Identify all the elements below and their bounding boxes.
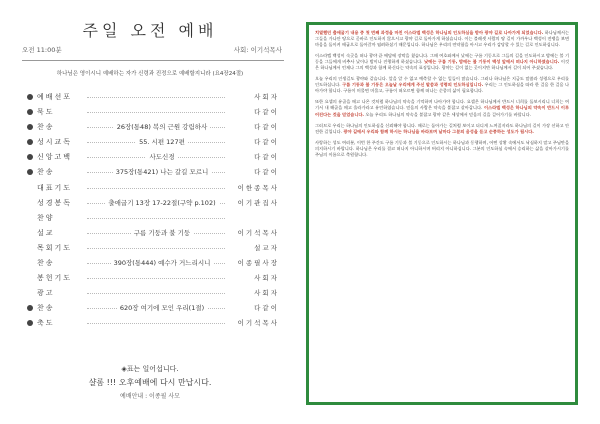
order-person: 사회자 [254,289,279,298]
order-detail-text: 375장(통421) 나는 갈길 모르니 [113,168,212,176]
dotted-leader [87,278,225,279]
scripture-notice: 하나님은 영이시니 예배하는 자가 신령과 진정으로 예배할지니라 (요4장24절) [56,71,244,77]
standing-bullet-icon [27,109,33,115]
sermon-paragraph [315,76,569,94]
order-person: 이한종목사 [237,183,279,192]
order-label: 대표기도 [37,183,73,192]
standing-bullet-icon [27,320,33,326]
order-person: 다같이 [254,123,279,132]
order-label: 성시교독 [37,138,73,147]
divider [22,60,284,61]
order-person: 다같이 [254,108,279,117]
sermon-text: 사랑하는 성도 여러분, 이번 한 주간도 구름 기둥과 불 기둥으로 인도하시는 하나님과 동행하며, 어떤 상황 속에서도 낙심하지 말고 주님만을 의지하시기 바랍니다. 하나님은 우리를 결코 떠나지 아니하시며 버리지 아니하십니다. 그분의 인도하심 속에서 승리하는 삶을 살아가시기를 주님의 이름으로 축원합니다. [315,139,569,157]
order-label: 설교 [37,228,55,237]
service-leader: 사회: 이기석목사 [233,46,282,54]
order-row [27,288,279,303]
sermon-paragraph [315,30,569,48]
footer-guide: 예배안내 : 이종필 사모 [120,393,180,400]
order-row [27,243,279,258]
order-row [27,122,279,137]
order-detail-text: 출애굽기 13장 17-22절(구약 p.102) [105,199,218,207]
order-row [27,198,279,213]
order-detail [97,137,227,146]
dotted-leader [87,323,225,324]
order-detail [97,303,227,312]
order-detail [97,152,227,161]
order-person: 사회자 [254,274,279,283]
order-label: 축도 [37,319,55,328]
sermon-summary-panel [306,22,578,405]
dotted-leader [87,293,225,294]
order-person: 다같이 [254,168,279,177]
order-label: 봉헌기도 [37,274,73,283]
order-label: 목회기도 [37,243,73,252]
standing-bullet-icon [27,169,33,175]
order-list [27,92,279,334]
order-detail [97,228,227,237]
order-person: 설교자 [254,243,279,252]
order-detail [97,122,227,131]
order-row [27,318,279,333]
order-row [27,137,279,152]
standing-bullet-icon [27,154,33,160]
sermon-paragraph [315,140,569,158]
dotted-leader [87,248,225,249]
order-row [27,303,279,318]
order-label: 찬송 [37,168,55,177]
sermon-text: 이스라엘 백성이 숙곳을 떠나 광야 끝 에담에 장막을 쳤습니다. 그때 여호와께서 낮에는 구름 기둥으로 그들의 길을 인도하시고 밤에는 불 기둥을 그들에게 비추사 낮이나 밤이나 진행하게 하셨습니다. [315,53,569,65]
order-detail-text: 55. 시편 127편 [136,138,188,146]
order-person: 이기관집사 [237,198,279,207]
dotted-leader [87,188,225,189]
order-detail [97,198,227,207]
order-person: 다같이 [254,138,279,147]
order-row [27,183,279,198]
order-detail-text: 사도신경 [146,153,177,161]
sermon-highlight: 구름 기둥과 불 기둥은 오늘날 우리에게 주신 말씀과 성령의 인도하심입니다. [340,82,484,88]
sermon-text: 그러므로 우리는 하나님의 인도하심을 신뢰해야 합니다. 때로는 돌아가는 길처럼 보이고 더디게 느껴질지라도 하나님의 길이 가장 선하고 안전한 길입니다. [315,122,569,134]
sermon-highlight: 낮에는 구름 기둥, 밤에는 불 기둥이 백성 앞에서 떠나지 아니하였습니다. [422,59,560,65]
standing-bullet-icon [27,139,33,145]
standing-bullet-icon [27,305,33,311]
order-label: 묵도 [37,108,55,117]
order-label: 성경봉독 [37,198,73,207]
order-detail-text: 구름 기둥과 불 기둥 [131,229,193,237]
sermon-highlight: 광야 길에서 우리와 함께 하시는 하나님을 바라보며 날마다 그분의 음성을 듣고 순종하는 성도가 됩시다. [341,128,534,134]
standing-bullet-icon [27,94,33,100]
order-label: 찬송 [37,123,55,132]
footer-standing-note: ◈표는 일어섭니다. [121,365,179,373]
page-title: 주일 오전 예배 [82,21,218,40]
order-row [27,273,279,288]
order-label: 예배선포 [37,93,73,101]
order-person: 사회자 [254,93,279,101]
service-time: 오전 11:00분 [22,46,62,54]
order-row [27,92,279,107]
order-person: 이기석목사 [237,228,279,237]
sermon-text: 오늘 우리도 하나님의 약속을 붙잡고 광야 같은 세상에서 믿음의 길을 걸어가기를 바랍니다. [364,111,531,117]
footer-greeting: 샬롬 !!! 오후예배에 다시 만납시다. [88,378,212,387]
order-row [27,258,279,273]
order-label: 찬양 [37,213,55,222]
order-person: 다같이 [254,153,279,162]
order-person: 다같이 [254,304,279,313]
sermon-text: 이것은 하나님께서 언제나 그의 백성과 함께 하신다는 약속의 표징입니다. 광야는 길이 없는 곳이지만 하나님께서 길이 되어 주셨습니다. [315,59,570,71]
order-detail-text: 620장 여기에 모인 우리(1절) [117,304,207,312]
order-row [27,213,279,228]
order-label: 신앙고백 [37,153,73,162]
standing-bullet-icon [27,124,33,130]
sermon-text: 우리는 그 인도하심을 따라 한 걸음 한 걸음 나아가야 합니다. 구름이 머물면 머물고, 구름이 떠오르면 함께 떠나는 순종의 삶이 필요합니다. [315,82,569,94]
order-row [27,152,279,167]
order-row [27,167,279,182]
order-label: 찬송 [37,304,55,313]
sermon-highlight: 치열했던 출애굽기 내용 중 첫 번째 과정을 마친 이스라엘 백성은 하나님의 인도하심을 받아 광야 길로 나아가게 되었습니다. [315,30,544,35]
dotted-leader [87,218,225,219]
dotted-leader [87,112,225,113]
footer [0,364,300,400]
sermon-highlight: 이스라엘 백성은 하나님의 약속이 반드시 이루어진다는 것을 믿었습니다. [315,105,569,117]
sermon-paragraph [315,53,569,71]
order-detail [97,258,227,267]
sermon-paragraph [315,123,569,135]
order-person: 이기석목사 [237,319,279,328]
order-person: 이종필사장 [237,259,279,268]
service-meta [22,45,282,57]
dotted-leader [87,97,225,98]
order-row [27,107,279,122]
sermon-text: 하나님께서는 그들을 가나안 땅으로 곧바로 인도하지 않으시고 광야 길로 돌아가게 하셨습니다. 이는 블레셋 사람의 땅 길이 가까우나 백성이 전쟁을 보면 마음을 돌이켜 애굽으로 돌아갈까 염려하셨기 때문입니다. 하나님은 우리의 연약함을 아시고 우리가 감당할 수 있는 길로 인도하십니다. [315,30,569,48]
sermon-text: 오늘 우리의 인생길도 광야와 같습니다. 앞을 알 수 없고 예측할 수 없는 일들이 많습니다. 그러나 하나님은 지금도 말씀과 성령으로 우리를 인도하십니다. [315,76,569,88]
order-label: 찬송 [37,259,55,268]
order-row [27,228,279,243]
order-detail-text: 26장(통48) 복의 근원 강림하사 [114,123,211,131]
order-label: 광고 [37,289,55,298]
order-detail [97,167,227,176]
sermon-text: 또한 요셉의 유골을 메고 나온 것처럼 하나님의 약속을 기억하며 나아가야 합니다. 요셉은 하나님께서 반드시 너희를 돌보시리니 너희는 여기서 내 해골을 메고 올라가라고 유언하였습니다. 믿음의 사람은 약속을 붙잡고 살아갑니다. [315,99,569,111]
order-detail-text: 390장(통444) 예수가 거느리시니 [111,259,214,267]
sermon-paragraph [315,99,569,117]
